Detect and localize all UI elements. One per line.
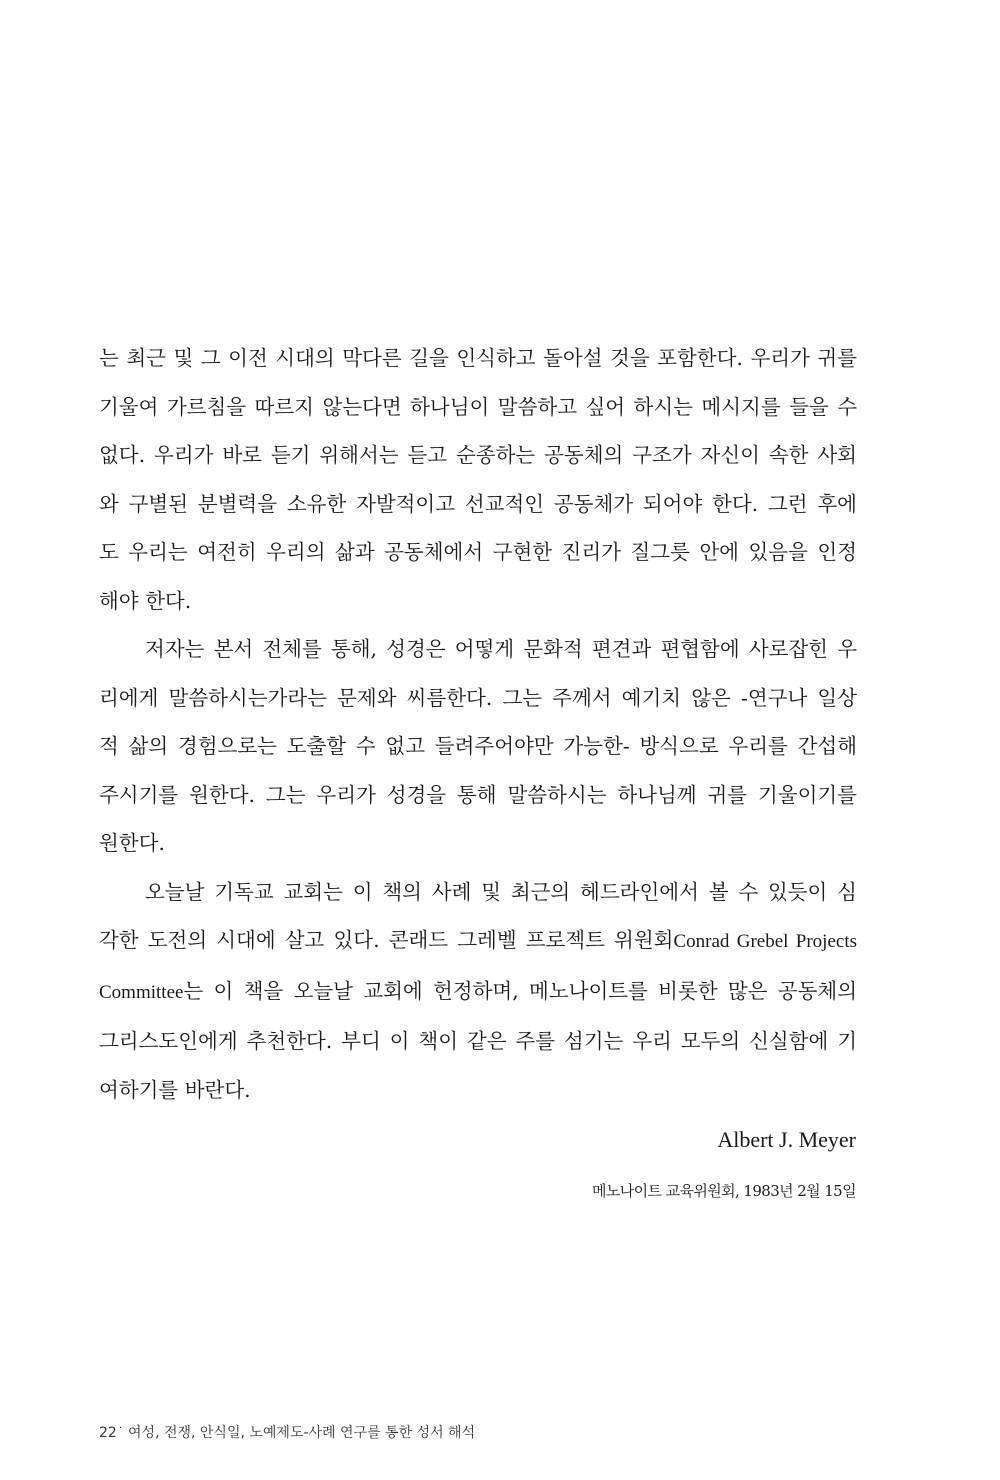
text-line: 없다. 우리가 바로 듣기 위해서는 듣고 순종하는 공동체의 구조가 자신이 속한 사회 (99, 443, 857, 467)
signature-affiliation: 메노나이트 교육위원회, 1983년 2월 15일 (591, 1182, 856, 1200)
footer-separator: · (118, 1423, 123, 1435)
text-line: 도 우리는 여전히 우리의 삶과 공동체에서 구현한 진리가 질그릇 안에 있음을 인정 (99, 540, 857, 564)
text-line: 는 최근 및 그 이전 시대의 막다른 길을 인식하고 돌아설 것을 포함한다. 우리가 귀를 (99, 346, 857, 370)
text-line: 와 구별된 분별력을 소유한 자발적이고 선교적인 공동체가 되어야 한다. 그런 후에 (99, 491, 857, 516)
body-text (99, 334, 857, 1114)
text-line-mixed (99, 967, 857, 1018)
text-line: 원한다. (99, 831, 165, 855)
signature-name: Albert J. Meyer (717, 1127, 856, 1152)
text-line-mixed (99, 916, 857, 967)
latin-term: Conrad Grebel Projects (673, 931, 857, 952)
text-line: 여하기를 바란다. (99, 1077, 251, 1102)
text-line: 오늘날 기독교 교회는 이 책의 사례 및 최근의 헤드라인에서 볼 수 있듯이 심 (145, 879, 857, 904)
text-line: 적 삶의 경험으로는 도출할 수 없고 들려주어야만 가능한- 방식으로 우리를 간섭해 (99, 734, 857, 758)
running-title: 여성, 전쟁, 안식일, 노예제도-사례 연구를 통한 성서 해석 (128, 1425, 476, 1441)
text-line: 리에게 말씀하시는가라는 문제와 씨름한다. 그는 주께서 예기치 않은 -연구나 일상 (99, 685, 857, 710)
text-line: 주시기를 원한다. 그는 우리가 성경을 통해 말씀하시는 하나님께 귀를 기울이기를 (99, 782, 857, 807)
text-line: 해야 한다. (99, 588, 192, 613)
text-line: 저자는 본서 전체를 통해, 성경은 어떻게 문화적 편견과 편협함에 사로잡힌 우 (145, 637, 857, 661)
text-line: 기울여 가르침을 따르지 않는다면 하나님이 말씀하고 싶어 하시는 메시지를 들을 수 (99, 394, 857, 419)
page-number: 22 (99, 1425, 117, 1441)
text-segment: 는 이 책을 오늘날 교회에 헌정하며, 메노나이트를 비롯한 많은 공동체의 (183, 978, 857, 1003)
page-footer (99, 1422, 475, 1442)
latin-term: Committee (99, 981, 184, 1003)
text-segment: 각한 도전의 시대에 살고 있다. 콘래드 그레벨 프로젝트 위원회 (99, 928, 674, 952)
text-line: 그리스도인에게 추천한다. 부디 이 책이 같은 주를 섬기는 우리 모두의 신실함에 기 (99, 1029, 857, 1053)
